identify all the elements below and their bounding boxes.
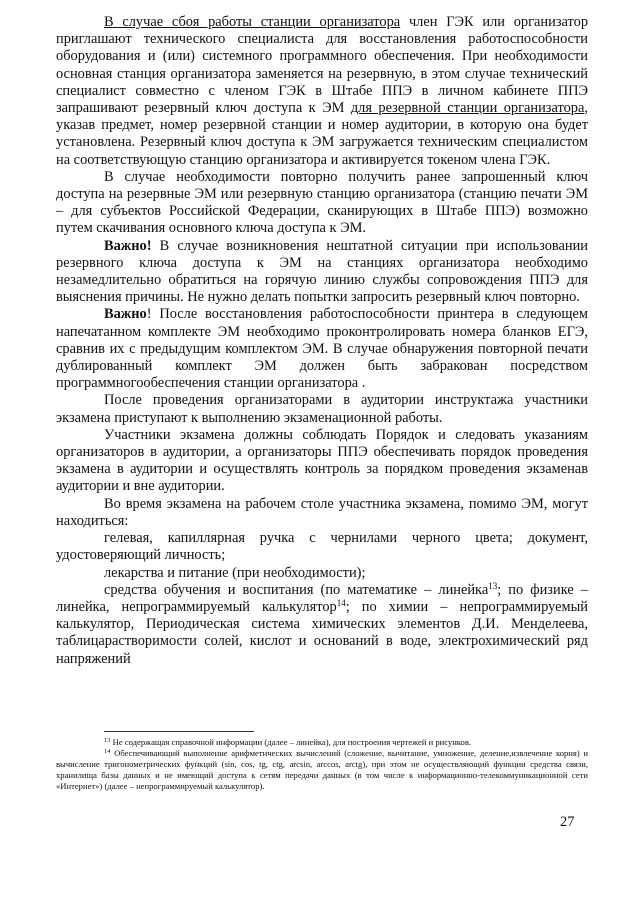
underlined-phrase: для резервной станции организатора [350,100,585,117]
footnote-text: Обеспечивающий выполнение арифметических вычислений (сложение, вычитание, умножение, деление,извлечение корня) и вычисление тригонометрических функций (sin, cos, tg, ctg, arcsin, arccos, arctg), при этом не осуществляющий функции средства связи, хранилища базы данных и не имеющий доступа к сетям передачи данных (в том числе к информационно-телекоммуникационной сети «Интернет») (далее – непрограммируемый калькулятор). [56,748,588,791]
paragraph-rules: Участники экзамена должны соблюдать Порядок и следовать указаниям организаторов в аудитории, а организаторы ППЭ обеспечивать порядок проведения экзамена в аудитории и осуществлять контроль за порядком проведения экзаменав аудитории и вне аудитории. [56,426,588,495]
footnote-separator [104,731,254,732]
paragraph-text: , указав предмет, номер резервной станции и номер аудитории, в которую она будет установлена. Резервный ключ доступа к ЭМ загружается техническим специалистом на соответствующую станцию организатора и активируется токеном члена ГЭК. [56,100,588,168]
paragraph-text: ! После восстановления работоспособности принтера в следующем напечатанном комплекте ЭМ необходимо проконтролировать номера бланков ЕГЭ, сравнив их с предыдущим комплектом ЭМ. В случае обнаружения повторной печати дублированный комплект ЭМ должен быть забракован посредством программногообеспечения станции организатора . [56,306,588,392]
list-item-medicine: лекарства и питание (при необходимости); [104,564,366,581]
important-label: Важно! [104,237,152,254]
paragraph-desk-items: Во время экзамена на рабочем столе участника экзамена, помимо ЭМ, могут находиться: [56,495,588,529]
paragraph-text: В случае возникновения нештатной ситуации при использовании резервного ключа доступа к ЭМ на станциях организатора необходимо незамедлительно обратиться на горячую линию службы сопровождения ППЭ для выяснения причины. Не нужно делать попытки запросить резервный ключ повторно. [56,237,588,306]
paragraph-text: ; по физике – линейка, непрограммируемый калькулятор [56,581,588,615]
paragraph-station-failure [56,14,588,169]
footnote-text: Не содержащая справочной информации (далее – линейка), для построения чертежей и рисунков. [110,737,472,747]
footnote-13 [56,737,588,748]
footnote-14 [56,748,588,792]
footnotes [56,737,588,792]
footnote-ref-13: 13 [488,580,498,591]
footnote-number: 13 [104,737,111,744]
main-text [56,14,588,668]
paragraph-important-hotline [56,238,588,307]
important-label: Важно [104,306,147,323]
underlined-phrase: В случае сбоя работы станции организатора [104,14,401,30]
paragraph-important-printer [56,306,588,392]
paragraph-instruction: После проведения организаторами в аудитории инструктажа участники экзамена приступают к выполнению экзаменационной работы. [56,392,588,426]
footnote-ref-14: 14 [336,597,346,608]
paragraph-text: член ГЭК или организатор приглашают технического специалиста для восстановления работоспособности оборудования и (или) системного программного обеспечения. При необходимости основная станция организатора заменяется на резервную, в этом случае технический специалист совместно с членом ГЭК в Штабе ППЭ в личном кабинете ППЭ запрашивают резервный ключ доступа к ЭМ [56,14,589,117]
paragraph-text: ; по химии – непрограммируемый калькулятор, Периодическая система химических элементов Д.И. Менделеева, таблицарастворимости солей, кислот и оснований в воде, электрохимический ряд напряжений [56,598,588,667]
list-item-pen: гелевая, капиллярная ручка с чернилами черного цвета; документ, удостоверяющий личность; [56,530,588,564]
footnote-number: 14 [104,748,111,755]
paragraph-repeat-key: В случае необходимости повторно получить ранее запрошенный ключ доступа на резервные ЭМ или резервную станцию организатора (станцию печати ЭМ – для субъектов Российской Федерации, сканирующих в Штабе ППЭ) возможно путем скачивания основного ключа доступа к ЭМ. [56,168,588,237]
paragraph-text: средства обучения и воспитания (по математике – линейка [104,581,489,598]
page-number: 27 [560,814,575,830]
list-item-study-aids [56,582,588,668]
